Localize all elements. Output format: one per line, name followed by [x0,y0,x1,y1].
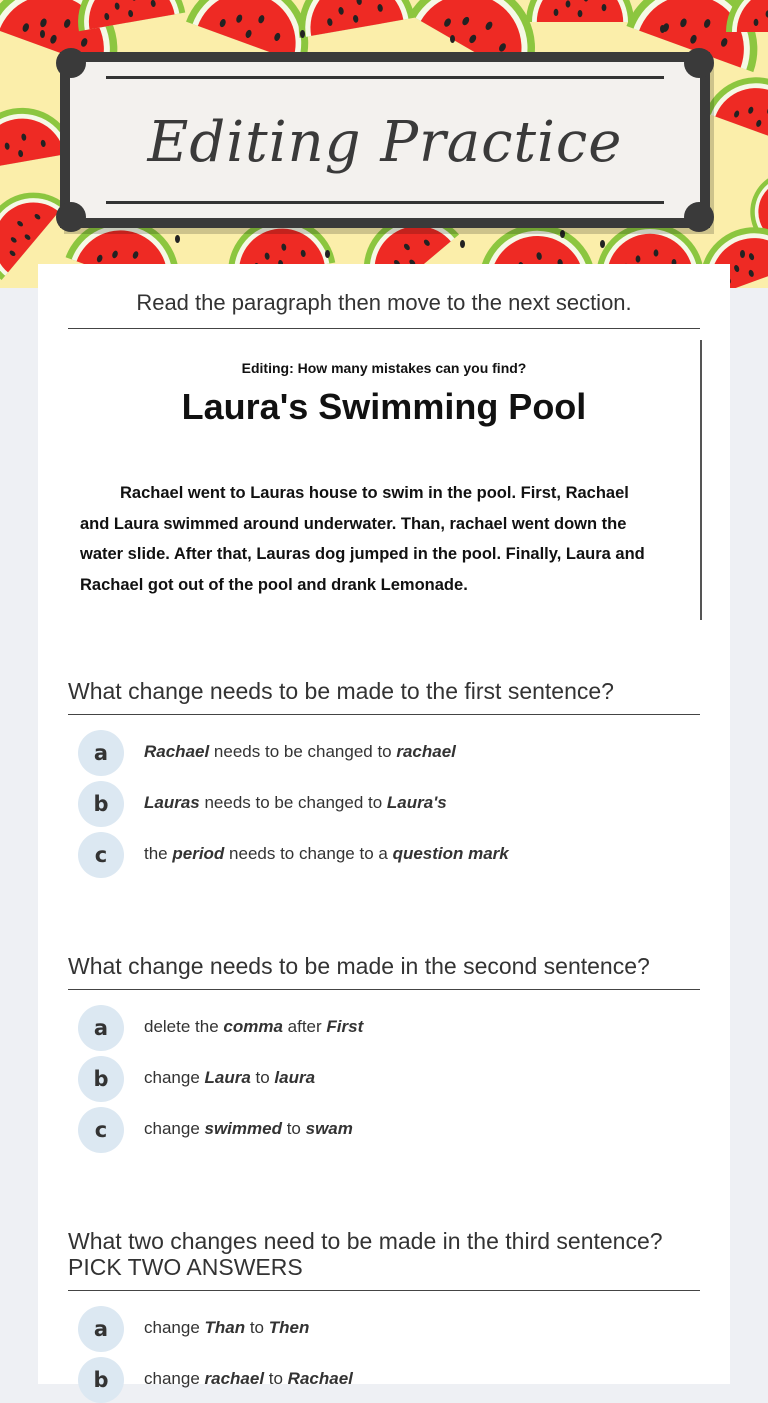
watermelon-seed-icon [560,230,565,238]
option-text: Rachael needs to be changed to rachael [144,742,456,761]
header-banner [0,0,768,288]
option-text: the period needs to change to a question mark [144,844,509,863]
frame-corner [56,48,86,78]
paragraph-line: water slide. After that, Lauras dog jumped in the pool. Finally, Laura and [80,545,645,563]
title-card [70,62,700,218]
question-3-text: What two changes need to be made in the third sentence? PICK TWO ANSWERS [68,1228,663,1280]
question-divider [68,1290,700,1291]
watermelon-seed-icon [740,250,745,258]
option-text: change rachael to Rachael [144,1369,353,1388]
paragraph-line: Rachael went to Lauras house to swim in the pool. First, Rachael [120,484,629,502]
question-divider [68,989,700,990]
instructions-text: Read the paragraph then move to the next section. [136,290,632,315]
question-1-option-a[interactable] [78,730,700,776]
question-3-option-a[interactable] [78,1306,700,1352]
option-text: Lauras needs to be changed to Laura's [144,793,447,812]
option-letter-badge: a [78,1005,124,1051]
document-title: Laura's Swimming Pool [181,386,587,427]
paragraph-image [68,340,702,620]
question-1-text: What change needs to be made to the first sentence? [68,678,614,704]
question-1-option-b[interactable] [78,781,700,827]
worksheet-card [38,264,730,1392]
watermelon-seed-icon [325,250,330,258]
option-letter-badge: b [78,1056,124,1102]
question-1-option-c[interactable] [78,832,700,878]
watermelon-seed-icon [40,30,45,38]
option-letter-badge: b [78,781,124,827]
paragraph-line: Rachael got out of the pool and drank Lemonade. [80,575,468,594]
frame-corner [684,48,714,78]
watermelon-seed-icon [660,25,665,33]
frame-corner [684,202,714,232]
paragraph-line: and Laura swimmed around underwater. Than, rachael went down the [80,514,627,533]
option-text: change Than to Then [144,1318,310,1337]
question-2-option-a[interactable] [78,1005,700,1051]
question-divider [68,714,700,715]
question-3-option-b[interactable] [78,1357,700,1403]
title-frame [60,52,710,228]
title-divider-bottom [106,201,664,204]
question-2-option-b[interactable] [78,1056,700,1102]
option-text: change Laura to laura [144,1068,316,1087]
question-2-text: What change needs to be made in the second sentence? [68,953,650,979]
option-letter-badge: b [78,1357,124,1403]
page-title: Editing Practice [147,110,623,175]
frame-corner [56,202,86,232]
option-letter-badge: c [78,1107,124,1153]
section-divider [68,328,700,329]
question-2-option-c[interactable] [78,1107,700,1153]
option-letter-badge: c [78,832,124,878]
option-text: change swimmed to swam [144,1119,353,1138]
watermelon-seed-icon [600,240,605,248]
watermelon-seed-icon [300,30,305,38]
watermelon-seed-icon [175,235,180,243]
document-paragraph [80,478,694,600]
option-text: delete the comma after First [144,1017,364,1036]
title-divider-top [106,76,664,79]
document-subtitle: Editing: How many mistakes can you find? [241,360,527,376]
option-letter-badge: a [78,1306,124,1352]
watermelon-seed-icon [450,35,455,43]
option-letter-badge: a [78,730,124,776]
watermelon-seed-icon [460,240,465,248]
